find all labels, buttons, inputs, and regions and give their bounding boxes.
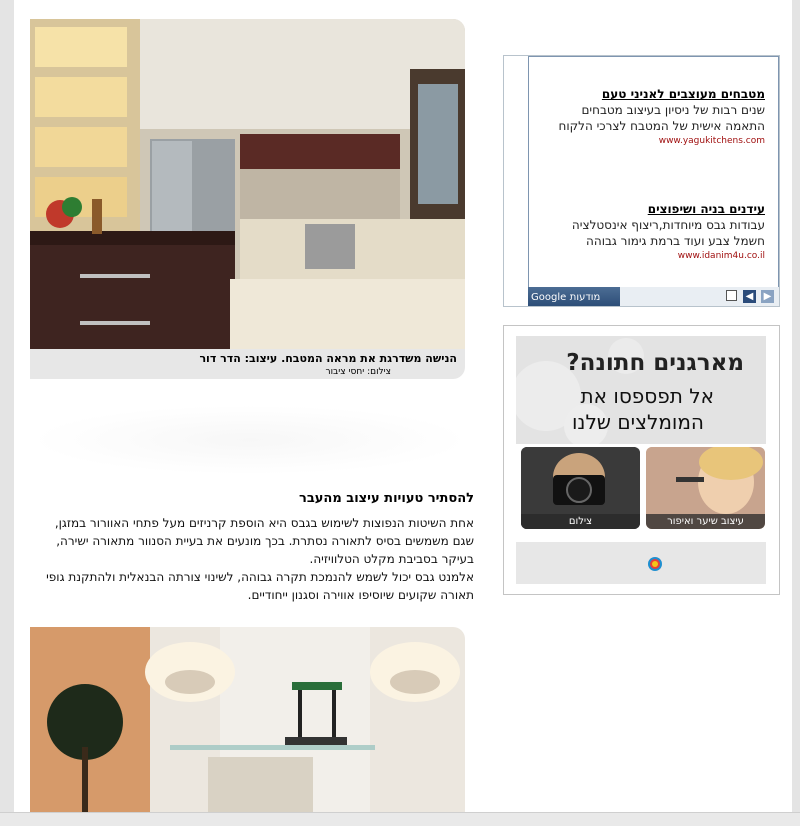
google-logo: Google — [531, 292, 567, 303]
kitchen-photo — [30, 19, 465, 349]
thumb-label: עיצוב שיער ואיפור — [646, 514, 765, 529]
ads-footer — [528, 287, 779, 306]
promo-headline: מארגנים חתונה? — [566, 350, 744, 376]
google-ads-box — [503, 55, 780, 307]
mako-logo-bar[interactable] — [516, 542, 766, 584]
ad-text: עבודות גבס מיוחדות,ריצוף אינסטלציה — [571, 218, 765, 232]
left-frame-border — [0, 0, 14, 825]
promo-banner[interactable] — [516, 336, 766, 444]
article-line: בעיקר בסביבת מקלט הטלוויזיה. — [309, 552, 474, 566]
mako-logo — [608, 553, 678, 580]
ads-label: מודעות — [569, 292, 601, 303]
blank-ad-space — [30, 405, 470, 475]
ad-url-link[interactable]: www.yagukitchens.com — [658, 136, 765, 146]
ad-text: שנים רבות של ניסיון בעיצוב מטבחים — [581, 103, 765, 117]
ad-text: חשמל צבע ועוד ברמת גימור גבוהה — [586, 234, 765, 248]
article-line: אחת השיטות הנפוצות לשימוש בגבס היא הוספת קרניזים מעל פתחי האוורור במזגן, — [54, 516, 474, 530]
ad-title-link[interactable]: עידנים בניה ושיפוצים — [647, 202, 765, 216]
right-frame-border — [792, 0, 800, 825]
ad-title-link[interactable]: מטבחים מעוצבים לאניני טעם — [601, 87, 765, 101]
mako-wedding-promo — [503, 325, 780, 595]
promo-subline: המומלצים שלנו — [571, 410, 704, 434]
caption-credit: צילום: יחסי ציבור — [325, 367, 391, 377]
thumb-label: צילום — [521, 514, 640, 529]
next-arrow-icon[interactable]: ▶ — [761, 290, 774, 303]
article-line: שגם משמשים בסיס לתאורה נסתרת. בכך מונעים את בעיית הסנוור מתאורה ישירה, — [56, 534, 474, 548]
interior-lighting-photo — [30, 627, 465, 812]
ad-text: התאמה אישית של המטבח לצרכי הלקוח — [558, 119, 765, 133]
bottom-frame-border — [0, 812, 800, 826]
thumb-hair-makeup[interactable] — [646, 447, 765, 529]
article-line: אלמנט גבס יכול לשמש להנמכת תקרה גבוהה, לשינוי צורתה הבנאלית ולהתקנת גופי — [46, 570, 474, 584]
thumb-photography[interactable] — [521, 447, 640, 529]
expand-icon[interactable] — [726, 290, 737, 301]
photo-caption — [30, 349, 465, 379]
article-line: תאורה שקועים שיוסיפו אווירה וסגנון ייחודיים. — [247, 588, 474, 602]
caption-title: הנישה משדרגת את מראה המטבח. עיצוב: הדר דור — [199, 352, 457, 365]
ad-url-link[interactable]: www.idanim4u.co.il — [677, 251, 765, 261]
promo-subline: אל תפספסו את — [580, 384, 714, 408]
prev-arrow-icon[interactable]: ◀ — [743, 290, 756, 303]
ads-panel — [528, 56, 779, 306]
article-title: להסתיר טעויות עיצוב מהעבר — [299, 491, 474, 506]
google-ads-badge[interactable] — [528, 287, 620, 306]
